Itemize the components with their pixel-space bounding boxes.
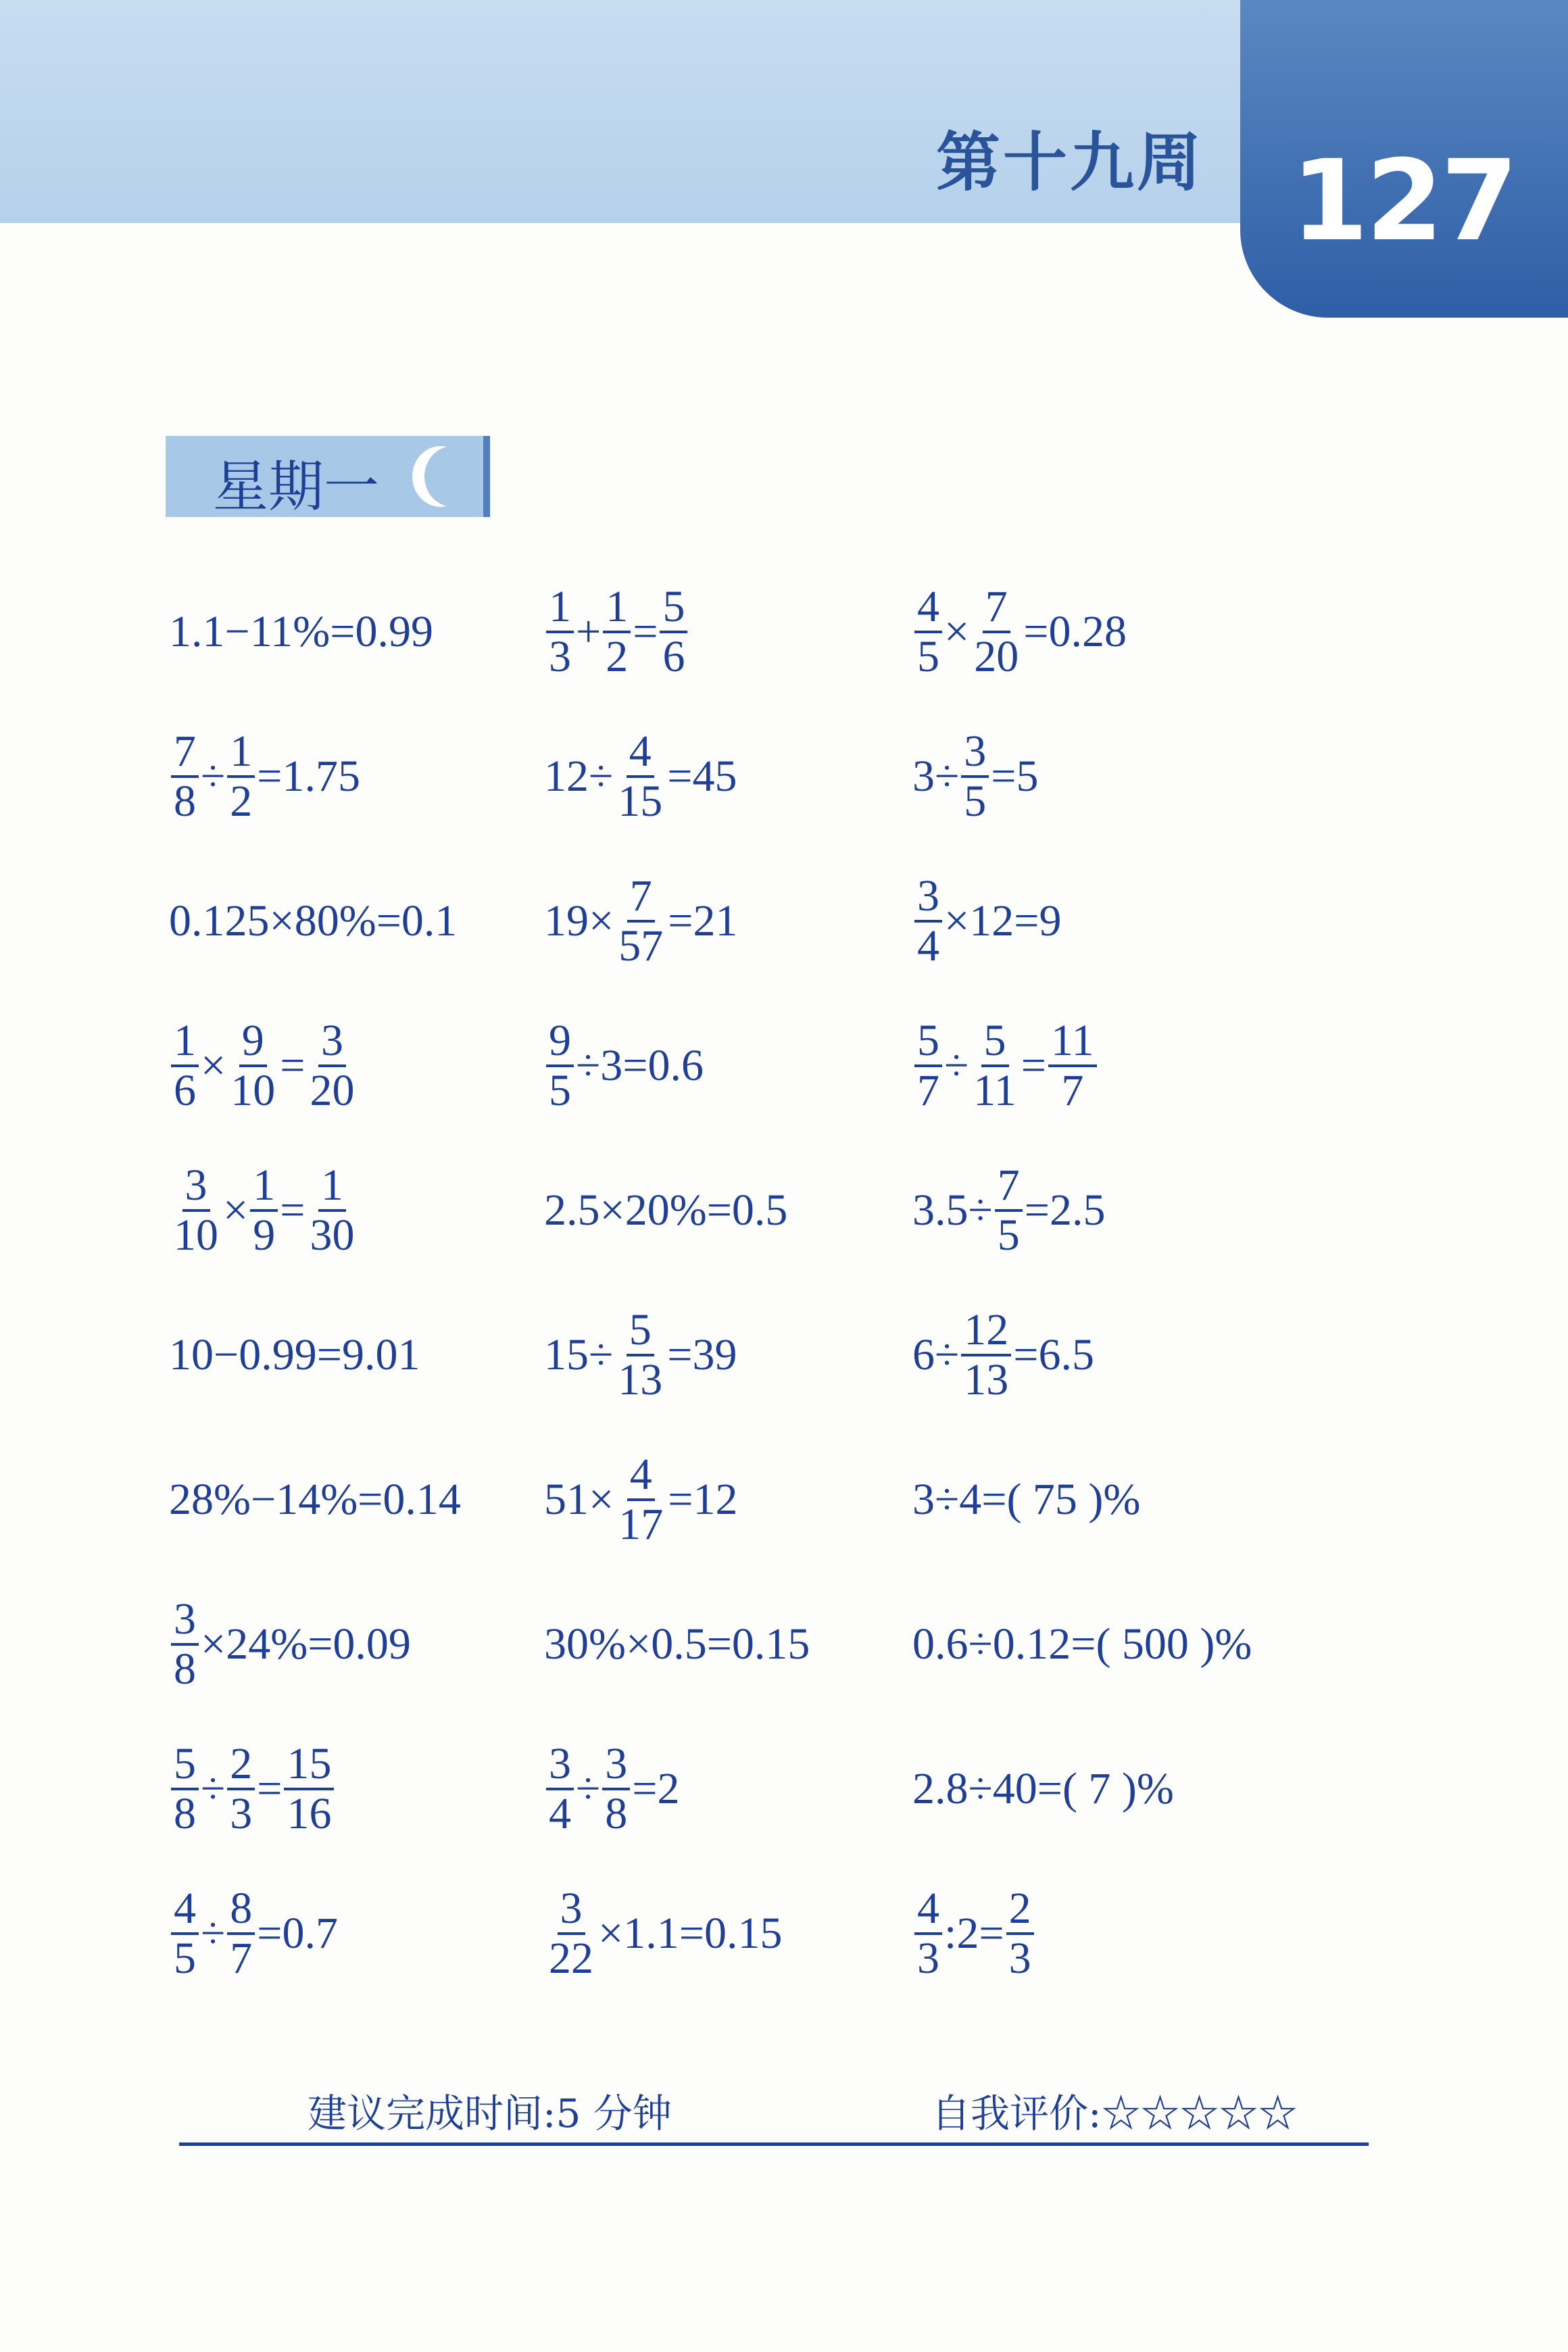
fraction-denominator: 20 (310, 1066, 355, 1115)
equation-text: 30%×0.5=0.15 (544, 1619, 810, 1669)
equation-text: × (944, 607, 970, 656)
fraction (914, 1017, 942, 1114)
fraction (914, 1885, 942, 1982)
equation-text: = (633, 607, 658, 656)
equation-text: ÷ (944, 1041, 969, 1090)
equation-text: 0.125×80%=0.1 (169, 896, 458, 946)
fraction-denominator: 57 (618, 921, 664, 971)
fraction (602, 1740, 630, 1838)
fraction-numerator: 3 (602, 1740, 630, 1790)
fraction (660, 583, 687, 681)
equation-text: × (223, 1185, 249, 1235)
fraction (961, 1306, 1011, 1404)
equation-text: ÷ (576, 1764, 601, 1813)
fraction (227, 728, 255, 825)
equation-r3c1 (169, 857, 457, 985)
equation-text: =39 (667, 1330, 737, 1379)
equation-text: = (280, 1185, 305, 1235)
equation-r7c2 (544, 1436, 737, 1564)
fraction (546, 583, 574, 681)
fraction-numerator: 1 (318, 1162, 346, 1212)
equation-r7c3 (912, 1436, 1140, 1564)
fraction-numerator: 4 (171, 1885, 199, 1935)
fraction (284, 1740, 334, 1838)
fraction (546, 1017, 574, 1114)
equation-r6c2 (544, 1291, 737, 1419)
fraction-numerator: 5 (660, 583, 687, 633)
equation-r10c1 (169, 1869, 338, 1998)
equation-r4c3 (912, 1002, 1099, 1130)
equation-r5c3 (912, 1146, 1105, 1275)
fraction (616, 873, 666, 970)
fraction-numerator: 9 (239, 1017, 267, 1067)
fraction-denominator: 4 (917, 921, 939, 971)
equation-text: 3.5÷ (912, 1185, 993, 1235)
equation-text: =5 (991, 752, 1039, 801)
fraction (603, 583, 631, 681)
fraction (971, 583, 1021, 681)
fraction-denominator: 5 (174, 1934, 196, 1983)
fraction-denominator: 30 (310, 1210, 355, 1260)
equation-r8c2 (544, 1580, 810, 1709)
fraction-numerator: 1 (603, 583, 631, 633)
fraction-denominator: 10 (174, 1210, 218, 1260)
equation-text: 51× (544, 1475, 614, 1524)
fraction-denominator: 6 (662, 632, 685, 681)
equation-r2c2 (544, 712, 737, 841)
fraction-numerator: 15 (284, 1740, 334, 1790)
equation-text: × (201, 1041, 226, 1090)
crescent-moon-icon (424, 446, 481, 507)
fraction-numerator: 3 (558, 1885, 585, 1935)
fraction (171, 1017, 199, 1114)
equation-r8c3 (912, 1580, 1252, 1709)
equation-text: =2.5 (1024, 1185, 1106, 1235)
equation-r1c3 (912, 568, 1127, 696)
equation-r9c3 (912, 1725, 1174, 1853)
fraction-numerator: 1 (546, 583, 574, 633)
equation-text: =1.75 (257, 752, 360, 801)
equation-text: =6.5 (1013, 1330, 1094, 1379)
fraction-denominator: 15 (618, 777, 663, 826)
fraction-numerator: 4 (627, 728, 654, 778)
fraction-denominator: 3 (917, 1934, 939, 1983)
fraction-numerator: 5 (171, 1740, 199, 1790)
equation-text: = (1021, 1041, 1047, 1090)
equation-r5c1 (169, 1146, 359, 1275)
equation-text: =0.7 (257, 1909, 338, 1958)
fraction-numerator: 7 (171, 728, 199, 778)
fraction-denominator: 11 (973, 1066, 1016, 1115)
fraction-denominator: 5 (917, 632, 939, 681)
fraction-numerator: 7 (627, 873, 655, 923)
equation-text: = (280, 1041, 305, 1090)
fraction (995, 1162, 1023, 1259)
fraction-denominator: 8 (174, 1789, 196, 1838)
fraction (227, 1885, 255, 1982)
equation-r7c1 (169, 1436, 461, 1564)
fraction-denominator: 22 (549, 1934, 593, 1983)
fraction (971, 1017, 1019, 1114)
fraction-denominator: 5 (997, 1210, 1020, 1260)
fraction-numerator: 8 (227, 1885, 255, 1935)
fraction-denominator: 5 (964, 777, 987, 826)
fraction (171, 1162, 221, 1259)
fraction-numerator: 3 (961, 728, 989, 778)
equation-text: ×1.1=0.15 (598, 1909, 783, 1958)
equation-text: ÷ (201, 1909, 226, 1958)
fraction (171, 1740, 199, 1838)
fraction-numerator: 5 (981, 1017, 1009, 1067)
equation-text: = (257, 1764, 283, 1813)
fraction-denominator: 7 (917, 1066, 939, 1115)
fraction-numerator: 9 (546, 1017, 574, 1067)
equation-text: ÷ (201, 752, 226, 801)
equation-text: 6÷ (912, 1330, 960, 1379)
fraction (228, 1017, 278, 1114)
equation-text: 1.1−11%=0.99 (169, 607, 433, 656)
fraction (171, 728, 199, 825)
fraction-denominator: 16 (287, 1789, 332, 1838)
fraction (227, 1740, 255, 1838)
equation-r4c2 (544, 1002, 704, 1130)
equation-text: 2.8÷40=( 7 )% (912, 1764, 1174, 1813)
fraction-numerator: 12 (961, 1306, 1011, 1356)
fraction-denominator: 8 (174, 1644, 196, 1694)
fraction (1006, 1885, 1034, 1982)
fraction (914, 873, 942, 970)
page-number: 127 (1291, 136, 1516, 266)
fraction (914, 583, 942, 681)
fraction (546, 1740, 574, 1838)
fraction-denominator: 8 (174, 777, 196, 826)
equation-text: 0.6÷0.12=( 500 )% (912, 1619, 1252, 1669)
equation-r5c2 (544, 1146, 787, 1275)
equation-text: 2.5×20%=0.5 (544, 1185, 788, 1235)
fraction-numerator: 5 (627, 1306, 654, 1356)
fraction-denominator: 3 (230, 1789, 253, 1838)
fraction-denominator: 9 (253, 1210, 276, 1260)
fraction-numerator: 3 (318, 1017, 346, 1067)
footer-rule (179, 2142, 1369, 2146)
equation-r2c3 (912, 712, 1038, 841)
fraction-numerator: 2 (1006, 1885, 1034, 1935)
equation-text: 12÷ (544, 752, 614, 801)
fraction-numerator: 3 (171, 1596, 199, 1646)
equation-text: ×24%=0.09 (201, 1619, 411, 1669)
fraction-numerator: 3 (546, 1740, 574, 1790)
fraction-numerator: 7 (983, 583, 1010, 633)
equation-r8c1 (169, 1580, 411, 1709)
fraction-numerator: 1 (250, 1162, 278, 1212)
fraction-denominator: 10 (230, 1066, 276, 1115)
equation-text: =21 (668, 896, 738, 946)
fraction (546, 1885, 596, 1982)
fraction (250, 1162, 278, 1259)
equation-text: =2 (632, 1764, 680, 1813)
equation-text: =0.28 (1023, 607, 1127, 656)
equation-r9c2 (544, 1725, 679, 1853)
equation-r6c1 (169, 1291, 420, 1419)
fraction (307, 1162, 357, 1259)
equation-text: :2= (944, 1909, 1004, 1958)
fraction-numerator: 2 (227, 1740, 255, 1790)
fraction-numerator: 11 (1048, 1017, 1097, 1067)
fraction-numerator: 3 (914, 873, 942, 923)
self-evaluation: 自我评价:☆☆☆☆☆ (931, 2090, 1298, 2136)
equation-r10c3 (912, 1869, 1036, 1998)
fraction-numerator: 4 (914, 583, 942, 633)
fraction (961, 728, 989, 825)
day-label: 星期一 (213, 455, 380, 519)
equation-text: 3÷4=( 75 )% (912, 1475, 1141, 1524)
fraction-denominator: 17 (618, 1500, 664, 1549)
fraction-numerator: 4 (914, 1885, 942, 1935)
fraction-denominator: 3 (1008, 1934, 1031, 1983)
fraction (1048, 1017, 1097, 1114)
fraction-numerator: 3 (182, 1162, 210, 1212)
equation-text: 28%−14%=0.14 (169, 1475, 461, 1524)
equation-r10c2 (544, 1869, 782, 1998)
fraction (615, 728, 665, 825)
equation-text: + (576, 607, 602, 656)
equation-r3c3 (912, 857, 1061, 985)
equation-text: =45 (667, 752, 737, 801)
suggested-time: 建议完成时间:5 分钟 (308, 2090, 672, 2136)
equation-text: 10−0.99=9.01 (169, 1330, 420, 1379)
fraction-numerator: 1 (171, 1017, 199, 1067)
fraction-denominator: 3 (549, 632, 571, 681)
equation-r4c1 (169, 1002, 359, 1130)
fraction-denominator: 2 (606, 632, 629, 681)
equation-text: 3÷ (912, 752, 960, 801)
fraction-denominator: 4 (549, 1789, 571, 1838)
fraction-numerator: 5 (914, 1017, 942, 1067)
fraction-denominator: 2 (230, 777, 253, 826)
equation-text: =12 (668, 1475, 738, 1524)
fraction-denominator: 20 (974, 632, 1019, 681)
equation-text: ÷3=0.6 (576, 1041, 704, 1090)
equation-r9c1 (169, 1725, 336, 1853)
fraction-denominator: 13 (964, 1355, 1009, 1404)
fraction (615, 1306, 665, 1404)
week-title: 第十九周 (936, 126, 1204, 200)
equation-text: ÷ (201, 1764, 226, 1813)
fraction (616, 1451, 666, 1548)
fraction-denominator: 7 (1061, 1066, 1084, 1115)
fraction-numerator: 7 (995, 1162, 1023, 1212)
fraction (171, 1596, 199, 1693)
fraction-denominator: 5 (549, 1066, 571, 1115)
equation-text: 15÷ (544, 1330, 614, 1379)
fraction (307, 1017, 357, 1114)
equation-r3c2 (544, 857, 737, 985)
equation-text: ×12=9 (944, 896, 1062, 946)
fraction-numerator: 1 (227, 728, 255, 778)
equation-r1c2 (544, 568, 689, 696)
fraction-denominator: 7 (230, 1934, 253, 1983)
fraction-denominator: 13 (618, 1355, 663, 1404)
fraction-numerator: 4 (627, 1451, 655, 1501)
equation-text: 19× (544, 896, 614, 946)
fraction-denominator: 6 (174, 1066, 196, 1115)
fraction (171, 1885, 199, 1982)
equation-r2c1 (169, 712, 360, 841)
equation-r6c3 (912, 1291, 1094, 1419)
equation-r1c1 (169, 568, 433, 696)
fraction-denominator: 8 (605, 1789, 628, 1838)
